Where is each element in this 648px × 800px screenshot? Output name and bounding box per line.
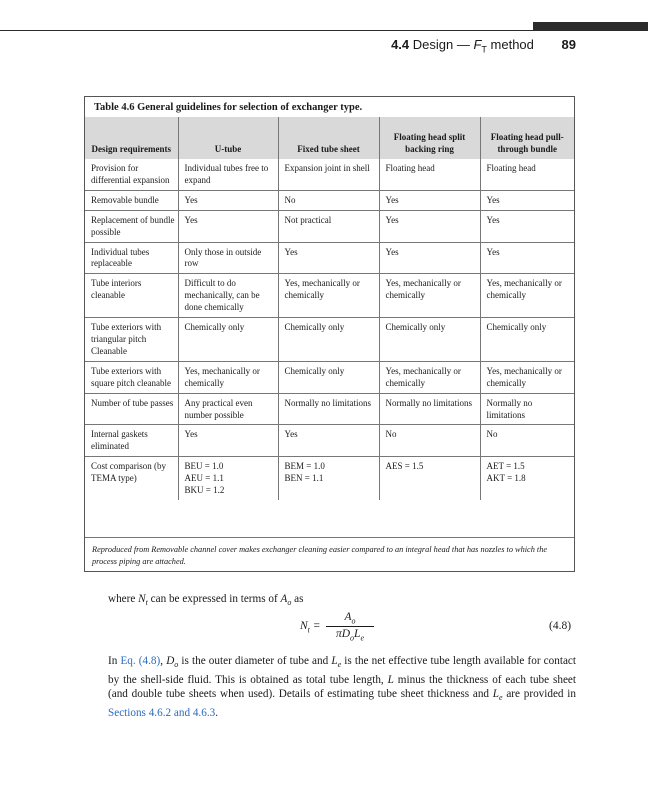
table-row bbox=[85, 190, 574, 210]
value-cell: Chemically only bbox=[480, 318, 574, 362]
value-cell: Difficult to do mechanically, can be done chemically bbox=[178, 274, 278, 318]
value-cell: Yes bbox=[178, 210, 278, 242]
value-cell: BEU = 1.0 AEU = 1.1 BKU = 1.2 bbox=[178, 457, 278, 500]
equation-link[interactable]: Eq. (4.8) bbox=[120, 655, 161, 667]
value-cell: Yes, mechanically or chemically bbox=[480, 274, 574, 318]
equation-number: (4.8) bbox=[549, 620, 572, 632]
text-span: is the outer diameter of tube and bbox=[178, 655, 332, 667]
math-symbol: L bbox=[354, 628, 361, 641]
math-subscript: o bbox=[351, 616, 356, 626]
value-cell: AES = 1.5 bbox=[379, 457, 480, 500]
math-subscript: t bbox=[145, 598, 148, 608]
math-symbol: A bbox=[344, 611, 352, 623]
math-symbol: N bbox=[138, 593, 146, 605]
section-title-suffix: method bbox=[486, 37, 534, 52]
column-header: Fixed tube sheet bbox=[278, 117, 379, 159]
paragraph-explanation bbox=[108, 654, 576, 720]
table-title: Table 4.6 General guidelines for selection of exchanger type. bbox=[94, 102, 363, 113]
math-symbol: L bbox=[492, 688, 500, 701]
math-symbol: N bbox=[300, 620, 308, 632]
requirement-cell: Internal gaskets eliminated bbox=[85, 425, 178, 457]
value-cell: Yes bbox=[480, 242, 574, 274]
equals-sign: = bbox=[309, 620, 321, 632]
note-divider bbox=[85, 537, 574, 538]
value-cell: Chemically only bbox=[278, 318, 379, 362]
math-subscript: o bbox=[287, 598, 292, 608]
section-title-prefix: Design — bbox=[412, 37, 474, 52]
page-number: 89 bbox=[561, 37, 576, 52]
column-header: U-tube bbox=[178, 117, 278, 159]
text-span: is the net effective tube length available for contact by the shell-side fluid. This is obtained as total tube length, bbox=[108, 655, 576, 686]
math-subscript: o bbox=[174, 660, 179, 670]
table-container bbox=[84, 96, 575, 572]
math-symbol: πD bbox=[335, 628, 351, 641]
table-row bbox=[85, 210, 574, 242]
value-cell: Yes, mechanically or chemically bbox=[379, 361, 480, 393]
text-span: , bbox=[160, 655, 167, 667]
value-cell: Chemically only bbox=[178, 318, 278, 362]
value-cell: AET = 1.5 AKT = 1.8 bbox=[480, 457, 574, 500]
text-span: can be expressed in terms of bbox=[147, 593, 281, 605]
value-cell: Floating head bbox=[379, 159, 480, 190]
value-cell: Expansion joint in shell bbox=[278, 159, 379, 190]
requirement-cell: Number of tube passes bbox=[85, 393, 178, 425]
value-cell: Yes, mechanically or chemically bbox=[480, 361, 574, 393]
requirement-cell: Removable bundle bbox=[85, 190, 178, 210]
text-span: as bbox=[291, 593, 304, 605]
math-subscript: e bbox=[499, 693, 503, 703]
requirement-cell: Cost comparison (by TEMA type) bbox=[85, 457, 178, 500]
value-cell: Yes bbox=[278, 425, 379, 457]
header-rule bbox=[0, 30, 533, 31]
requirement-cell: Tube exteriors with triangular pitch Cleanable bbox=[85, 318, 178, 362]
value-cell: Chemically only bbox=[379, 318, 480, 362]
value-cell: Normally no limitations bbox=[278, 393, 379, 425]
math-symbol: L bbox=[387, 673, 394, 686]
table-row bbox=[85, 457, 574, 500]
value-cell: No bbox=[480, 425, 574, 457]
value-cell: BEM = 1.0 BEN = 1.1 bbox=[278, 457, 379, 500]
column-header: Design requirements bbox=[85, 117, 178, 159]
header-bar bbox=[533, 22, 648, 31]
math-subscript: e bbox=[337, 660, 342, 670]
requirement-cell: Replacement of bundle possible bbox=[85, 210, 178, 242]
table-row bbox=[85, 274, 574, 318]
value-cell: Yes, mechanically or chemically bbox=[278, 274, 379, 318]
column-header: Floating head split backing ring bbox=[379, 117, 480, 159]
text-span: where bbox=[108, 593, 139, 605]
exchanger-guidelines-table bbox=[85, 117, 574, 500]
table-row bbox=[85, 318, 574, 362]
math-subscript: o bbox=[350, 633, 355, 643]
value-cell: Chemically only bbox=[278, 361, 379, 393]
value-cell: Floating head bbox=[480, 159, 574, 190]
value-cell: Yes bbox=[480, 190, 574, 210]
paragraph-intro bbox=[108, 592, 576, 611]
table-source-note: Reproduced from Removable channel cover makes exchanger cleaning easier compared to an integral head that has nozzles to which the process piping are attached. bbox=[92, 545, 548, 566]
value-cell: Yes bbox=[278, 242, 379, 274]
ft-symbol: F bbox=[473, 37, 482, 52]
value-cell: Yes bbox=[178, 190, 278, 210]
table-row bbox=[85, 242, 574, 274]
column-header: Floating head pull-through bundle bbox=[480, 117, 574, 159]
section-link[interactable]: Sections 4.6.2 and 4.6.3 bbox=[108, 706, 216, 719]
value-cell: Normally no limitations bbox=[379, 393, 480, 425]
math-subscript: e bbox=[360, 633, 365, 643]
table-row bbox=[85, 393, 574, 425]
math-symbol: L bbox=[331, 655, 338, 667]
math-symbol: A bbox=[280, 593, 288, 605]
table-header-row bbox=[85, 117, 574, 159]
value-cell: Yes bbox=[379, 210, 480, 242]
text-span: minus the thickness of each tube sheet (and double tube sheets when used). Details of estimating tube sheet thickness and bbox=[108, 673, 576, 701]
math-subscript: t bbox=[307, 625, 310, 635]
requirement-cell: Individual tubes replaceable bbox=[85, 242, 178, 274]
value-cell: Normally no limitations bbox=[480, 393, 574, 425]
section-number: 4.4 bbox=[391, 37, 410, 52]
table-row bbox=[85, 361, 574, 393]
text-span: In bbox=[108, 655, 121, 667]
running-head bbox=[391, 37, 576, 55]
value-cell: Only those in outside row bbox=[178, 242, 278, 274]
value-cell: Yes bbox=[178, 425, 278, 457]
value-cell: No bbox=[379, 425, 480, 457]
value-cell: Yes bbox=[480, 210, 574, 242]
math-symbol: D bbox=[166, 655, 175, 667]
text-span: . bbox=[215, 706, 219, 719]
value-cell: Yes, mechanically or chemically bbox=[178, 361, 278, 393]
requirement-cell: Tube exteriors with square pitch cleanable bbox=[85, 361, 178, 393]
value-cell: Yes bbox=[379, 242, 480, 274]
value-cell: No bbox=[278, 190, 379, 210]
table-row bbox=[85, 425, 574, 457]
requirement-cell: Provision for differential expansion bbox=[91, 163, 170, 185]
value-cell: Individual tubes free to expand bbox=[178, 159, 278, 190]
requirement-cell: Tube interiors cleanable bbox=[85, 274, 178, 318]
fraction bbox=[326, 611, 374, 643]
table-body bbox=[85, 159, 574, 500]
value-cell: Yes bbox=[379, 190, 480, 210]
table-row bbox=[85, 159, 574, 190]
text-span: are provided in bbox=[502, 688, 576, 701]
value-cell: Not practical bbox=[278, 210, 379, 242]
value-cell: Any practical even number possible bbox=[178, 393, 278, 425]
value-cell: Yes, mechanically or chemically bbox=[379, 274, 480, 318]
ft-subscript: T bbox=[481, 44, 487, 55]
